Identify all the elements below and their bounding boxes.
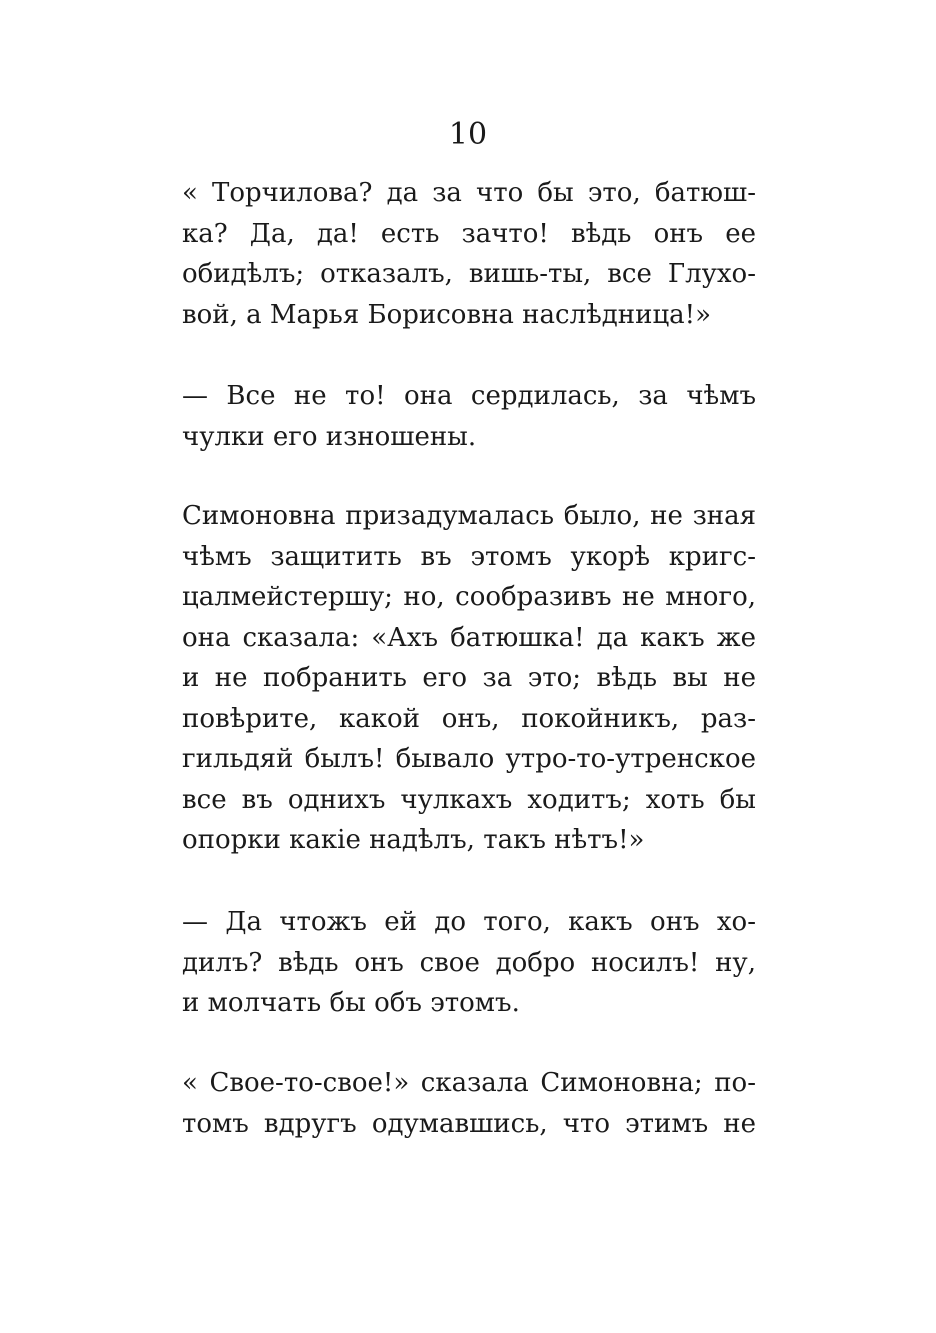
- text-line: « Торчилова? да за что бы это, батюш-: [182, 178, 756, 208]
- text-line: опорки какіе надѣлъ, такъ нѣтъ!»: [182, 825, 645, 855]
- text-line: и не побранить его за это; вѣдь вы не: [182, 663, 756, 693]
- text-line: вой, а Марья Борисовна наслѣдница!»: [182, 299, 712, 330]
- text-line: — Да чтожъ ей до того, какъ онъ хо-: [182, 907, 756, 937]
- text-line: — Все не то! она сердилась, за чѣмъ: [182, 381, 756, 411]
- text-line: цалмейстершу; но, сообразивъ не много,: [182, 582, 756, 612]
- text-line: повѣрите, какой онъ, покойникъ, раз-: [182, 703, 756, 734]
- text-line: все въ однихъ чулкахъ ходитъ; хоть бы: [182, 784, 756, 815]
- text-line: ка? Да, да! есть зачто! вѣдь онъ ее: [182, 218, 756, 249]
- text-line: Симоновна призадумалась было, не зная: [182, 501, 756, 531]
- text-line: дилъ? вѣдь онъ свое добро носилъ! ну,: [182, 947, 756, 978]
- paragraph-4: [182, 902, 756, 1024]
- paragraph-1: [182, 173, 756, 335]
- page-number: 10: [448, 117, 488, 152]
- text-line: чѣмъ защитить въ этомъ укорѣ кригс-: [182, 541, 756, 572]
- text-line: гильдяй былъ! бывало утро-то-утренское: [182, 744, 756, 774]
- text-line: она сказала: «Ахъ батюшка! да какъ же: [182, 622, 756, 653]
- paragraph-5: [182, 1063, 756, 1144]
- text-line: обидѣлъ; отказалъ, вишь-ты, все Глухо-: [182, 259, 756, 289]
- text-line: « Свое-то-свое!» сказала Симоновна; по-: [182, 1068, 756, 1098]
- text-line: чулки его изношены.: [182, 421, 477, 452]
- paragraph-2: [182, 376, 756, 457]
- text-line: томъ вдругъ одумавшись, что этимъ не: [182, 1108, 756, 1139]
- text-line: и молчать бы объ этомъ.: [182, 988, 520, 1018]
- paragraph-3: [182, 496, 756, 861]
